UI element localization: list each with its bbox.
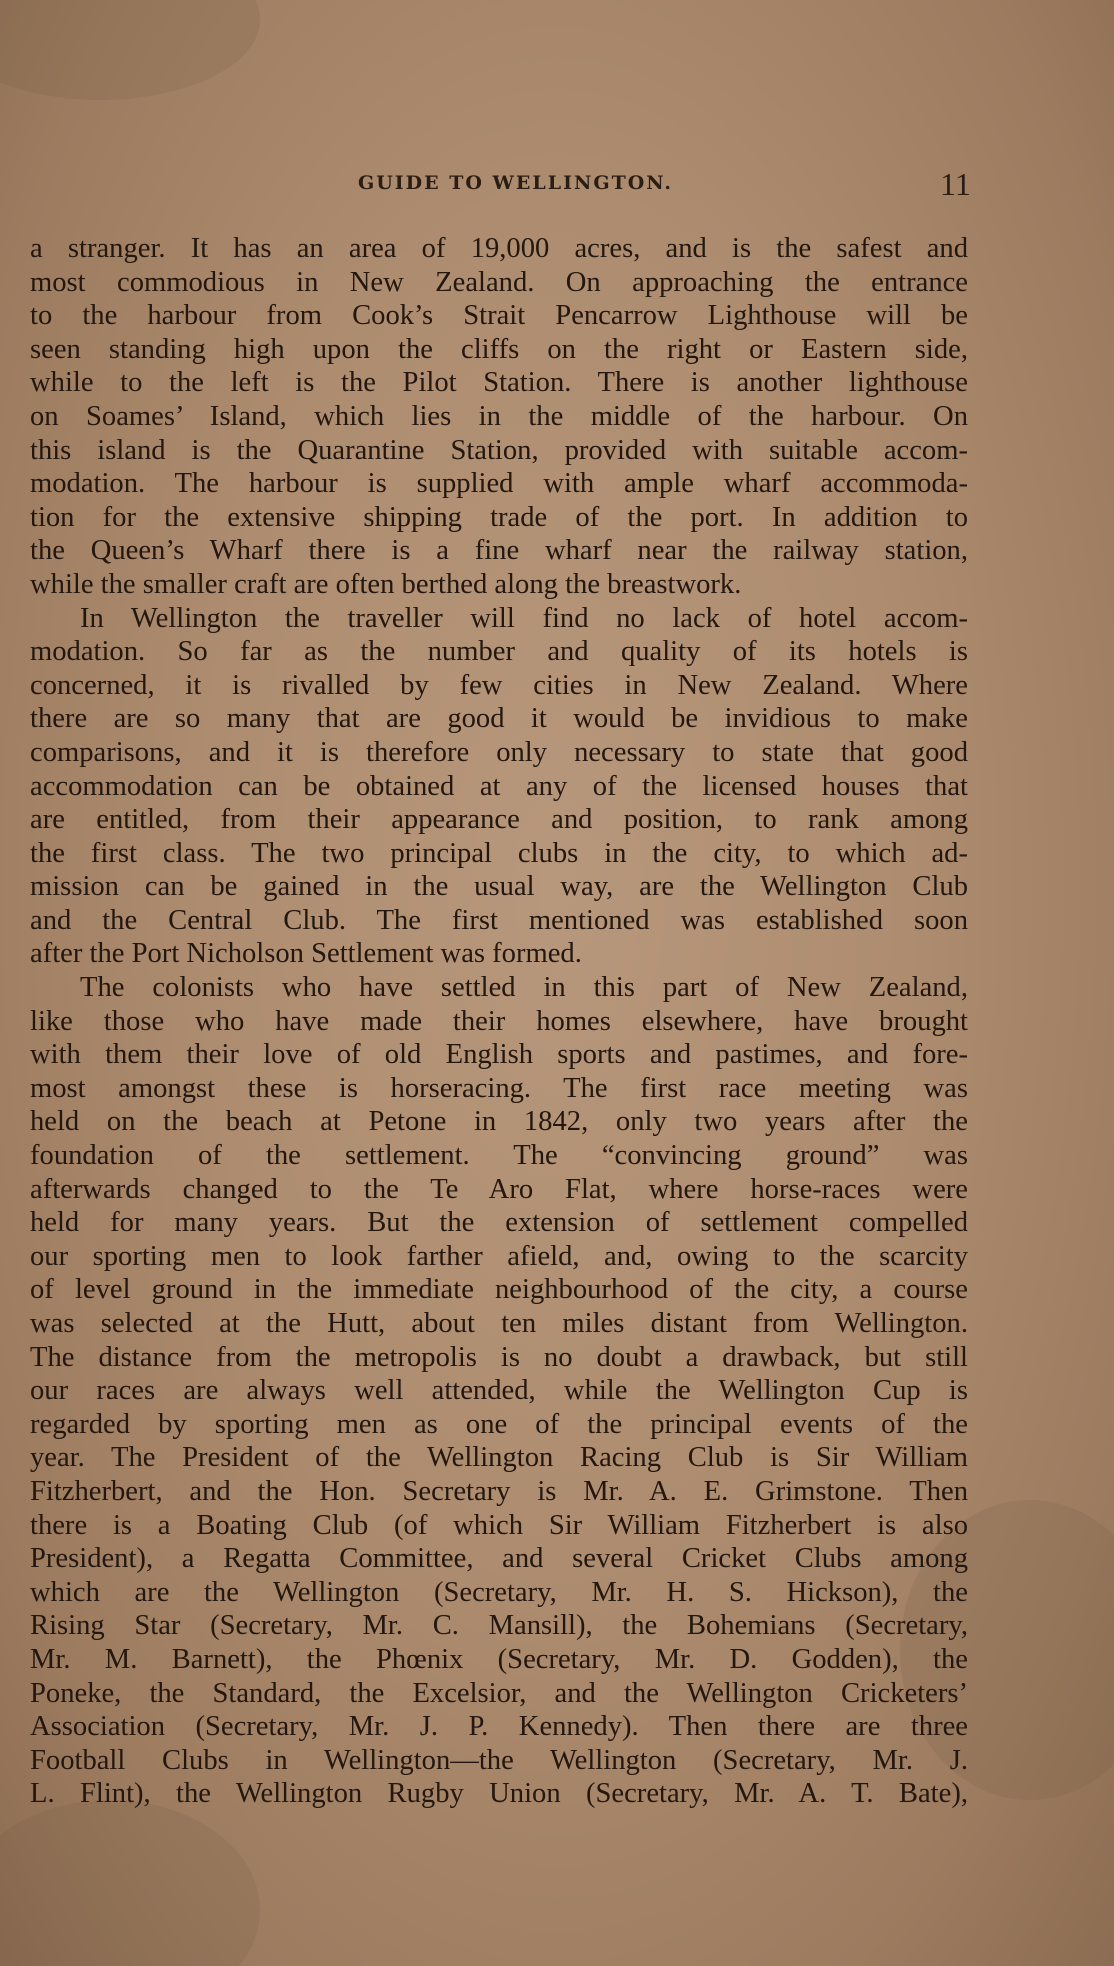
text-line: regarded by sporting men as one of the principal events of the [30, 1408, 968, 1440]
text-line: comparisons, and it is therefore only necessary to state that good [30, 736, 968, 768]
text-line: on Soames’ Island, which lies in the middle of the harbour. On [30, 400, 968, 432]
text-line: tion for the extensive shipping trade of the port. In addition to [30, 501, 968, 533]
text-line: Fitzherbert, and the Hon. Secretary is Mr. A. E. Grimstone. Then [30, 1475, 968, 1507]
text-line: modation. So far as the number and quality of its hotels is [30, 636, 968, 668]
text-line: after the Port Nicholson Settlement was formed. [30, 938, 582, 970]
text-line: Rising Star (Secretary, Mr. C. Mansill), the Bohemians (Secretary, [30, 1610, 968, 1642]
paragraph [30, 971, 968, 1811]
text-line: The distance from the metropolis is no doubt a drawback, but still [30, 1341, 968, 1373]
text-line: was selected at the Hutt, about ten miles distant from Wellington. [30, 1308, 968, 1339]
page-stain [0, 0, 260, 100]
text-line: like those who have made their homes elsewhere, have brought [30, 1005, 968, 1037]
text-line: foundation of the settlement. The “convincing ground” was [30, 1140, 968, 1172]
text-line: accommodation can be obtained at any of the licensed houses that [30, 770, 968, 802]
text-line: with them their love of old English sports and pastimes, and fore- [30, 1039, 968, 1071]
running-head: GUIDE TO WELLINGTON. [358, 172, 674, 194]
text-line: our sporting men to look farther afield, and, owing to the scarcity [30, 1240, 968, 1272]
text-line: and the Central Club. The first mentioned was established soon [30, 904, 968, 936]
text-line: this island is the Quarantine Station, provided with suitable accom- [30, 434, 968, 466]
text-line: there are so many that are good it would be invidious to make [30, 703, 968, 735]
text-line: there is a Boating Club (of which Sir William Fitzherbert is also [30, 1509, 968, 1541]
text-line: a stranger. It has an area of 19,000 acres, and is the safest and [30, 233, 968, 264]
text-line: Mr. M. Barnett), the Phœnix (Secretary, Mr. D. Godden), the [30, 1643, 968, 1675]
text-line: Football Clubs in Wellington—the Wellington (Secretary, Mr. J. [30, 1744, 968, 1776]
text-line: held for many years. But the extension of settlement compelled [30, 1207, 968, 1239]
text-line: the Queen’s Wharf there is a fine wharf near the railway station, [30, 535, 968, 567]
text-line: seen standing high upon the cliffs on the right or Eastern side, [30, 333, 968, 365]
text-line: Association (Secretary, Mr. J. P. Kennedy). Then there are three [30, 1711, 968, 1743]
text-line: L. Flint), the Wellington Rugby Union (Secretary, Mr. A. T. Bate), [30, 1778, 968, 1810]
page-header [0, 166, 1114, 206]
text-line: year. The President of the Wellington Racing Club is Sir William [30, 1442, 968, 1474]
text-line: In Wellington the traveller will find no lack of hotel accom- [80, 602, 968, 634]
text-line: the first class. The two principal clubs in the city, to which ad- [30, 837, 968, 869]
text-line: The colonists who have settled in this part of New Zealand, [80, 972, 968, 1004]
page-stain [0, 1800, 260, 1966]
text-line: are entitled, from their appearance and position, to rank among [30, 804, 968, 836]
text-line: of level ground in the immediate neighbourhood of the city, a course [30, 1274, 968, 1306]
text-line: to the harbour from Cook’s Strait Pencarrow Lighthouse will be [30, 300, 968, 332]
page-number: 11 [940, 166, 971, 202]
text-line: modation. The harbour is supplied with ample wharf accommoda- [30, 468, 968, 500]
text-line: most commodious in New Zealand. On approaching the entrance [30, 266, 968, 298]
text-line: President), a Regatta Committee, and several Cricket Clubs among [30, 1543, 968, 1575]
text-line: concerned, it is rivalled by few cities in New Zealand. Where [30, 669, 968, 701]
text-line: held on the beach at Petone in 1842, only two years after the [30, 1106, 968, 1138]
text-line: most amongst these is horseracing. The first race meeting was [30, 1072, 968, 1104]
text-line: while the smaller craft are often berthed along the breastwork. [30, 568, 742, 600]
text-line: while to the left is the Pilot Station. There is another lighthouse [30, 367, 968, 399]
paragraph [30, 602, 968, 972]
body-text [30, 232, 968, 1811]
text-line: which are the Wellington (Secretary, Mr. H. S. Hickson), the [30, 1576, 968, 1608]
text-line: afterwards changed to the Te Aro Flat, where horse-races were [30, 1173, 968, 1205]
text-line: mission can be gained in the usual way, are the Wellington Club [30, 871, 968, 903]
paragraph [30, 232, 968, 602]
text-line: our races are always well attended, while the Wellington Cup is [30, 1375, 968, 1407]
text-line: Poneke, the Standard, the Excelsior, and the Wellington Cricketers’ [30, 1677, 968, 1709]
